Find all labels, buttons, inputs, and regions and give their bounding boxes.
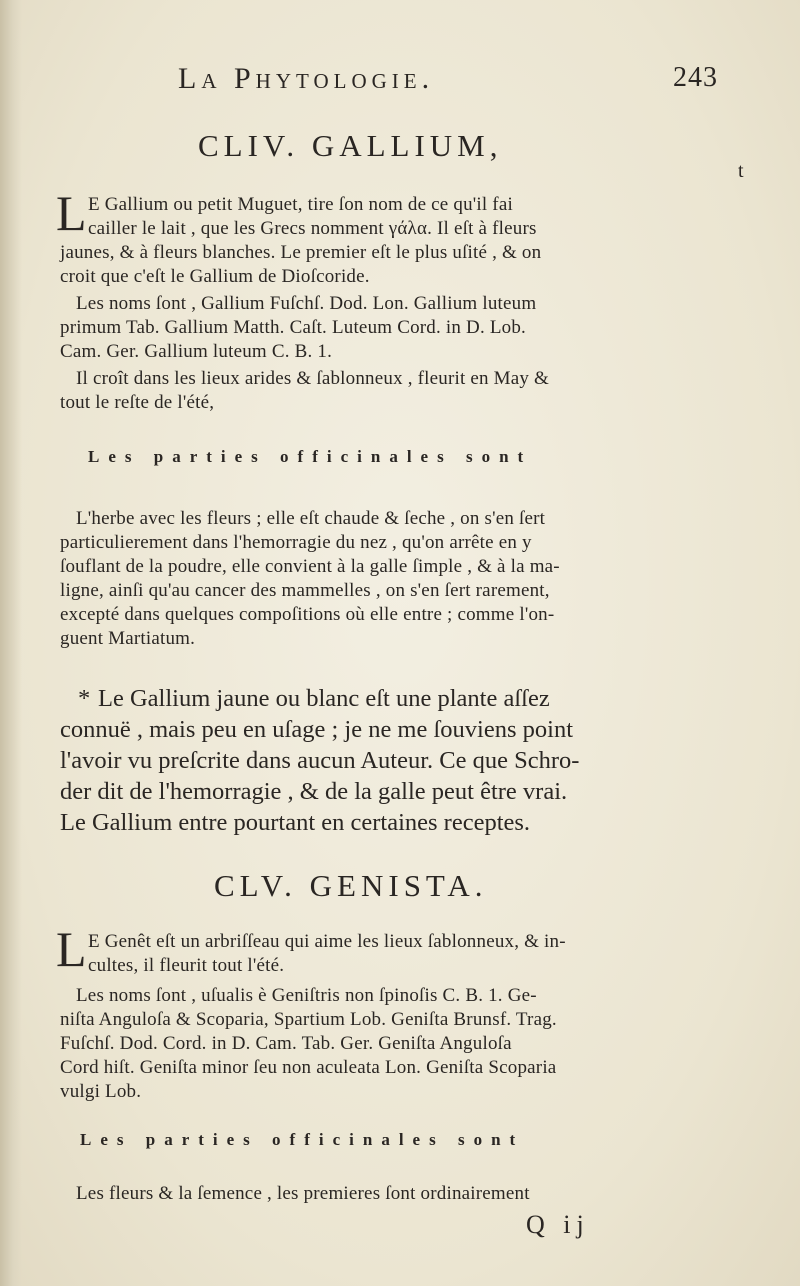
intro-line: E Genêt eſt un arbriſſeau qui aime les lieux ſablonneux, & in- [88,931,566,952]
habitat-line: tout le reſte de l'été, [60,392,215,413]
margin-note: t [738,160,744,182]
commentary-line: der dit de l'hemorragie , & de la galle peut être vrai. [60,778,568,805]
names-line: Les noms ſont , uſualis è Geniſtris non ſpinoſis C. B. 1. Ge- [76,985,537,1006]
names-line: Cam. Ger. Gallium luteum C. B. 1. [60,341,333,362]
commentary-line: connuë , mais peu en uſage ; je ne me ſouviens point [60,716,574,743]
body-line: guent Martiatum. [60,628,196,649]
running-title: La Phytologie. [178,62,435,95]
page-gutter-shadow [0,0,22,1286]
intro-line: E Gallium ou petit Muguet, tire ſon nom de ce qu'il fai [88,194,513,215]
body-line: ligne, ainſi qu'au cancer des mammelles , on s'en ſert rarement, [60,580,550,601]
section-title-gallium: CLIV. GALLIUM, [198,128,503,163]
running-header [178,62,718,102]
intro-line: cultes, il fleurit tout l'été. [88,955,285,976]
body-line: excepté dans quelques compoſitions où elle entre ; comme l'on- [60,604,555,625]
subheading-parties-officinales: Les parties officinales sont [88,447,533,466]
names-line: Les noms ſont , Gallium Fuſchſ. Dod. Lon. Gallium luteum [76,293,537,314]
names-line: Fuſchſ. Dod. Cord. in D. Cam. Tab. Ger. Geniſta Anguloſa [60,1033,512,1054]
commentary-line: Le Gallium jaune ou blanc eſt une plante aſſez [98,685,550,712]
commentary-marker: * [78,685,91,712]
intro-line: cailler le lait , que les Grecs nomment γάλα. Il eſt à fleurs [88,218,537,239]
body-line: particulierement dans l'hemorragie du nez , qu'on arrête en y [60,532,532,553]
names-line: primum Tab. Gallium Matth. Caſt. Luteum Cord. in D. Lob. [60,317,527,338]
subheading-parties-officinales: Les parties officinales sont [80,1130,525,1149]
section-title-genista: CLV. GENISTA. [214,868,488,903]
drop-cap-genista: L [56,921,87,977]
page-number: 243 [673,62,718,93]
names-line: niſta Anguloſa & Scoparia, Spartium Lob. Geniſta Brunsf. Trag. [60,1009,557,1030]
body-line: L'herbe avec les fleurs ; elle eſt chaude & ſeche , on s'en ſert [76,508,546,529]
habitat-line: Il croît dans les lieux arides & ſablonneux , fleurit en May & [76,368,550,389]
names-line: vulgi Lob. [60,1081,142,1102]
commentary-line: Le Gallium entre pourtant en certaines receptes. [60,809,531,836]
intro-line: croit que c'eſt le Gallium de Dioſcoride. [60,266,370,287]
signature-mark: Q ij [526,1210,590,1239]
names-line: Cord hiſt. Geniſta minor ſeu non aculeata Lon. Geniſta Scoparia [60,1057,557,1078]
body-line: Les fleurs & la ſemence , les premieres ſont ordinairement [76,1183,530,1204]
body-line: ſouflant de la poudre, elle convient à la galle ſimple , & à la ma- [60,556,560,577]
intro-line: jaunes, & à fleurs blanches. Le premier eſt le plus uſité , & on [60,242,542,263]
commentary-line: l'avoir vu preſcrite dans aucun Auteur. Ce que Schro- [60,747,580,774]
drop-cap-gallium: L [56,185,87,241]
